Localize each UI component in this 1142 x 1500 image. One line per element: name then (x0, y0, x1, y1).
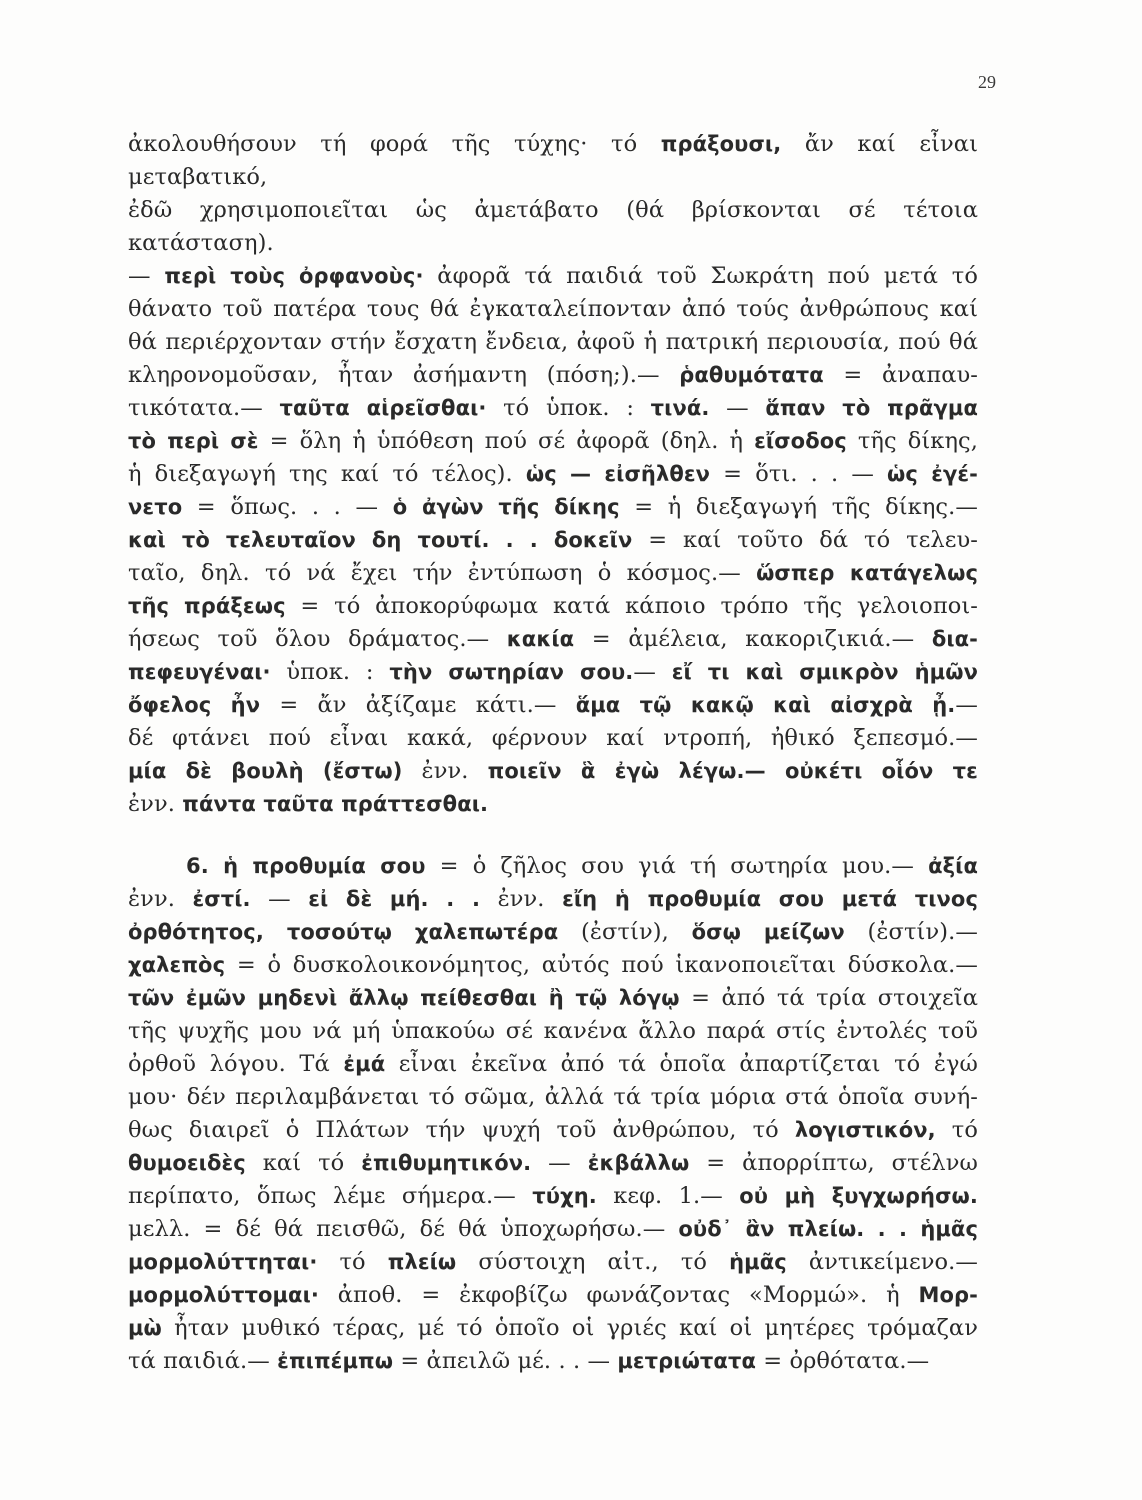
text-line (128, 1213, 978, 1246)
paragraph-gap (128, 821, 978, 850)
bold-lemma: περὶ τοὺς ὀρφανοὺς· (164, 264, 424, 288)
text-run: ἄν καί εἶναι μεταβατικό, (128, 131, 978, 190)
text-line (128, 689, 978, 722)
text-run: (ἐστίν), (558, 919, 692, 945)
text-line (128, 425, 978, 458)
text-run: = ἀπειλῶ μέ. . . — (393, 1348, 618, 1374)
text-line (128, 788, 978, 821)
bold-lemma: χαλεπὸς (128, 953, 226, 977)
bold-lemma: λογιστικόν, (794, 1118, 936, 1142)
text-run: = ὅπως. . . — (182, 494, 393, 520)
bold-lemma: ἐμά (343, 1052, 386, 1076)
bold-lemma: εἴσοδος (754, 429, 847, 453)
text-run: — (128, 263, 165, 289)
text-run: ἐνν. (128, 791, 183, 817)
bold-lemma: τῶν ἐμῶν μηδενὶ ἄλλῳ πείθεσθαι ἢ τῷ λόγῳ (128, 986, 680, 1010)
text-line (128, 392, 978, 425)
bold-lemma: μὼ (128, 1316, 162, 1340)
text-line (128, 1345, 978, 1378)
text-run: ἐνν. (480, 886, 563, 912)
text-run: τῆς ψυχῆς μου νά μή ὑπακούω σέ κανένα ἄλλο παρά στίς ἐντολές τοῦ (128, 1018, 978, 1044)
bold-lemma: ἐστί. (192, 887, 251, 911)
text-line (128, 491, 978, 524)
bold-lemma: πλείω (387, 1250, 457, 1274)
bold-lemma: πράξουσι, (660, 132, 782, 156)
bold-lemma: τύχη. (532, 1184, 597, 1208)
text-run: τά παιδιά.— (128, 1348, 278, 1374)
bold-lemma: μορμολύττηται· (128, 1250, 318, 1274)
text-run: τό (935, 1117, 978, 1143)
bold-lemma: ὀρθότητος, τοσούτῳ χαλεπωτέρα (128, 920, 559, 944)
text-run: — (250, 886, 309, 912)
text-run: — (709, 395, 766, 421)
text-run: θως διαιρεῖ ὁ Πλάτων τήν ψυχή τοῦ ἀνθρώπου, τό (128, 1117, 795, 1143)
bold-lemma: ἅπαν τὸ πρᾶγμα (765, 396, 978, 420)
text-line (128, 458, 978, 491)
bold-lemma: τῆς πράξεως (128, 594, 286, 618)
text-line (128, 1246, 978, 1279)
bold-lemma: εἰ δὲ μή. . . (308, 887, 481, 911)
text-run: τό ὑποκ. : (486, 395, 651, 421)
text-line (128, 1114, 978, 1147)
bold-lemma: πάντα ταῦτα πράττεσθαι. (182, 792, 489, 816)
bold-lemma: πεφευγέναι· (128, 660, 271, 684)
text-line (128, 949, 978, 982)
bold-lemma: μορμολύττομαι· (128, 1283, 319, 1307)
text-line (128, 1048, 978, 1081)
text-run: = ὁ δυσκολοικονόμητος, αὐτός πού ἱκανοποιεῖται δύσκολα.— (225, 952, 978, 978)
bold-lemma: κακία (506, 627, 575, 651)
text-run: τῆς δίκης, (846, 428, 978, 454)
text-run: κληρονομοῦσαν, ἦταν ἀσήμαντη (πόση;).— (128, 362, 680, 388)
bold-lemma: οὐδ᾽ ἂν πλείω. . . ἡμᾶς (678, 1217, 978, 1241)
bold-lemma: ὥσπερ κατάγελως (756, 561, 978, 585)
text-run: τικότατα.— (128, 395, 280, 421)
text-run: = ἀναπαυ- (823, 362, 978, 388)
bold-lemma: ἐκβάλλω (587, 1151, 690, 1175)
text-run: θά περιέρχονταν στήν ἔσχατη ἔνδεια, ἀφοῦ ἡ πατρική περιουσία, πού θά (128, 329, 978, 355)
bold-lemma: εἴη ἡ προθυμία σου μετά τινος (562, 887, 978, 911)
text-run: = ἀπό τά τρία στοιχεῖα (679, 985, 979, 1011)
bold-lemma: ῥαθυμότατα (679, 363, 824, 387)
bold-lemma: ἐπιθυμητικόν. (361, 1151, 532, 1175)
bold-lemma: ὅσῳ μείζων (691, 920, 845, 944)
text-run: — (531, 1150, 588, 1176)
text-run: ἀφορᾶ τά παιδιά τοῦ Σωκράτη πού μετά τό (423, 263, 978, 289)
bold-lemma: δια- (931, 627, 978, 651)
text-line (128, 1147, 978, 1180)
text-line (128, 1312, 978, 1345)
text-line (128, 260, 978, 293)
bold-lemma: ὄφελος ἦν (128, 693, 261, 717)
text-line (128, 1081, 978, 1114)
bold-lemma: Μορ- (918, 1283, 978, 1307)
bold-lemma: τινά. (650, 396, 710, 420)
text-run: = καί τοῦτο δά τό τελευ- (632, 527, 979, 553)
text-line (128, 982, 978, 1015)
text-run: θάνατο τοῦ πατέρα τους θά ἐγκαταλείπονταν ἀπό τούς ἀνθρώπους καί (128, 296, 978, 322)
bold-lemma: ἀξία (928, 854, 978, 878)
text-run: ὀρθοῦ λόγου. Τά (128, 1051, 344, 1077)
text-run: — (633, 659, 672, 685)
text-line (128, 883, 978, 916)
text-run: μου· δέν περιλαμβάνεται τό σῶμα, ἀλλά τά τρία μόρια στά ὁποῖα συνή- (128, 1084, 978, 1110)
text-run: καί τό (245, 1150, 362, 1176)
text-run: περίπατο, ὅπως λέμε σήμερα.— (128, 1183, 533, 1209)
text-run: ἀντικείμενο.— (786, 1249, 978, 1275)
text-line (128, 916, 978, 949)
text-run: = ὅτι. . . — (710, 461, 888, 487)
text-run: τό (317, 1249, 388, 1275)
text-run: ήσεως τοῦ ὅλου δράματος.— (128, 626, 507, 652)
bold-lemma: οὐ μὴ ξυγχωρήσω. (739, 1184, 978, 1208)
text-line (128, 194, 978, 260)
bold-lemma: ὡς — εἰσῆλθεν (525, 462, 711, 486)
bold-lemma: καὶ τὸ τελευταῖον δη τουτί. . . δοκεῖν (128, 528, 633, 552)
text-run: εἶναι ἐκεῖνα ἀπό τά ὁποῖα ἀπαρτίζεται τό ἐγώ (385, 1051, 978, 1077)
text-line (128, 293, 978, 326)
bold-lemma: εἴ τι καὶ σμικρὸν ἡμῶν (671, 660, 978, 684)
text-run: — (955, 692, 978, 718)
text-run: = ὀρθότατα.— (755, 1348, 930, 1374)
text-run: ἀποθ. = ἐκφοβίζω φωνάζοντας «Μορμώ». ἡ (318, 1282, 919, 1308)
bold-lemma: ἡμᾶς (729, 1250, 787, 1274)
text-run: κεφ. 1.— (596, 1183, 740, 1209)
text-run: μελλ. = δέ θά πεισθῶ, δέ θά ὑποχωρήσω.— (128, 1216, 679, 1242)
page-number: 29 (978, 72, 996, 92)
text-run: = ἡ διεξαγωγή τῆς δίκης.— (619, 494, 978, 520)
text-run: = ἀμέλεια, κακοριζικιά.— (574, 626, 932, 652)
bold-lemma: μία δὲ βουλὴ (ἔστω) (128, 759, 403, 783)
text-run: (ἐστίν).— (844, 919, 978, 945)
commentary-text (128, 128, 978, 1378)
text-run: σύστοιχη αἰτ., τό (456, 1249, 730, 1275)
bold-lemma: ἅμα τῷ κακῷ καὶ αἰσχρὰ ᾖ. (575, 693, 956, 717)
bold-lemma: μετριώτατα (617, 1349, 756, 1373)
text-line (128, 1015, 978, 1048)
text-line (128, 1180, 978, 1213)
bold-lemma: ὁ ἀγὼν τῆς δίκης (392, 495, 620, 519)
text-run: ταῖο, δηλ. τό νά ἔχει τήν ἐντύπωση ὁ κόσμος.— (128, 560, 757, 586)
text-line (128, 850, 978, 883)
text-run: = ὁ ζῆλος σου γιά τή σωτηρία μου.— (425, 853, 929, 879)
text-line (128, 128, 978, 194)
text-line (128, 1279, 978, 1312)
bold-lemma: ἐπιπέμπω (277, 1349, 394, 1373)
bold-lemma: νετο (128, 495, 183, 519)
text-run: = ὅλη ἡ ὑπόθεση πού σέ ἀφορᾶ (δηλ. ἡ (258, 428, 755, 454)
text-run: ἐνν. (402, 758, 488, 784)
bold-lemma: θυμοειδὲς (128, 1151, 246, 1175)
text-run: δέ φτάνει πού εἶναι κακά, φέρνουν καί ντροπή, ἠθικό ξεπεσμό.— (128, 725, 978, 751)
text-line (128, 656, 978, 689)
text-run: = ἀπορρίπτω, στέλνω (689, 1150, 978, 1176)
bold-lemma: 6. ἡ προθυμία σου (186, 854, 426, 878)
text-line (128, 590, 978, 623)
text-run: ὑποκ. : (270, 659, 390, 685)
text-line (128, 524, 978, 557)
text-run: = ἄν ἀξίζαμε κάτι.— (260, 692, 576, 718)
text-run: ἐδῶ χρησιμοποιεῖται ὡς ἀμετάβατο (θά βρίσκονται σέ τέτοια κατάσταση). (128, 197, 978, 256)
text-line (128, 755, 978, 788)
bold-lemma: ὡς ἐγέ- (887, 462, 978, 486)
text-line (128, 326, 978, 359)
text-run: ἦταν μυθικό τέρας, μέ τό ὁποῖο οἱ γριές καί οἱ μητέρες τρόμαζαν (161, 1315, 978, 1341)
text-run: ἀκολουθήσουν τή φορά τῆς τύχης· τό (128, 131, 661, 157)
text-line (128, 623, 978, 656)
bold-lemma: τὸ περὶ σὲ (128, 429, 259, 453)
text-line (128, 722, 978, 755)
text-line (128, 359, 978, 392)
text-run: = τό ἀποκορύφωμα κατά κάποιο τρόπο τῆς γελοιοποι- (285, 593, 978, 619)
bold-lemma: τὴν σωτηρίαν σου. (389, 660, 634, 684)
bold-lemma: ποιεῖν ἃ ἐγὼ λέγω.— οὐκέτι οἷόν τε (487, 759, 978, 783)
text-run: ἡ διεξαγωγή της καί τό τέλος). (128, 461, 526, 487)
text-line (128, 557, 978, 590)
bold-lemma: ταῦτα αἱρεῖσθαι· (279, 396, 487, 420)
text-run: ἐνν. (128, 886, 193, 912)
